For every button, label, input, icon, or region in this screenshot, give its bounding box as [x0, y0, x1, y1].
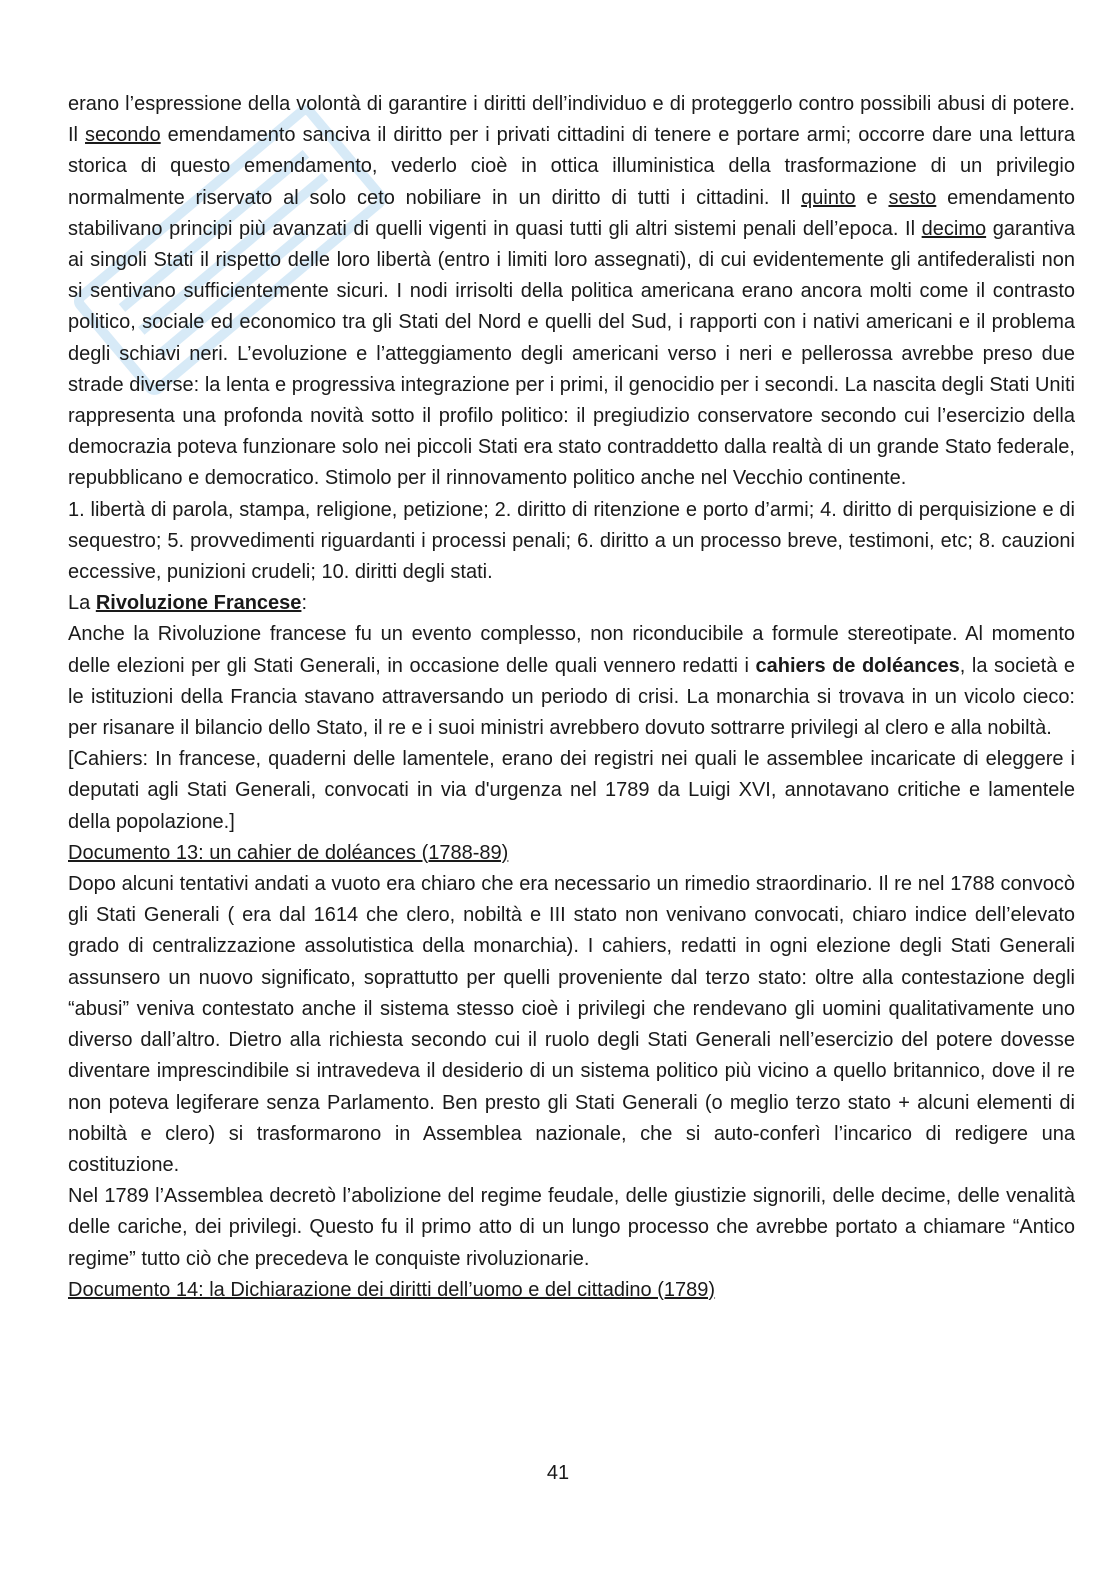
paragraph-french-revolution-intro: Anche la Rivoluzione francese fu un evento complesso, non riconducibile a formule stereotipate. Al momento delle elezioni per gli Stati Generali, in occasione delle quali vennero redatti i cahiers de doléances, la società e le istituzioni della Francia stavano attraversando un periodo di crisi. La monarchia si trovava in un vicolo cieco: per risanare il bilancio dello Stato, il re e i suoi ministri avrebbero dovuto sottrarre privilegi al clero e alla nobiltà.	[68, 623, 1076, 740]
underlined-word-quinto: quinto	[801, 186, 856, 209]
bold-term-cahiers: cahiers de doléances	[755, 654, 960, 677]
paragraph-stati-generali: Dopo alcuni tentativi andati a vuoto era chiaro che era necessario un rimedio straordinario. Il re nel 1788 convocò gli Stati Generali ( era dal 1614 che clero, nobiltà e III stato non venivano convocati, chiaro indice dell’elevato grado di centralizzazione assolutistica della monarchia). I cahiers, redatti in ogni elezione degli Stati Generali assunsero un nuovo significato, soprattutto per quelli proveniente dal terzo stato: oltre alla contestazione degli “abusi” veniva contestato anche il sistema stesso cioè i privilegi che rendevano gli uomini qualitativamente uno diverso dall’altro. Dietro alla richiesta secondo cui il ruolo degli Stati Generali nell’esercizio del potere dovesse diventare imprescindibile si intravedeva il desiderio di un sistema politico più vicino a quello britannico, dove il re non poteva legiferare senza Parlamento. Ben presto gli Stati Generali (o meglio terzo stato + alcuni elementi di nobiltà e clero) si trasformarono in Assemblea nazionale, che si auto-conferì l’incarico di redigere una costituzione.	[68, 873, 1075, 1176]
section-heading-rivoluzione-francese: La Rivoluzione Francese:	[68, 592, 307, 615]
document-13-title: Documento 13: un cahier de doléances (1788-89)	[68, 841, 509, 864]
document-body	[68, 89, 1075, 1306]
paragraph-cahiers-note: [Cahiers: In francese, quaderni delle lamentele, erano dei registri nei quali le assemblee incaricate di eleggere i deputati agli Stati Generali, convocati in via d'urgenza nel 1789 da Luigi XVI, annotavano critiche e lamentele della popolazione.]	[68, 748, 1075, 833]
underlined-word-secondo: secondo	[85, 124, 161, 147]
heading-bold-rivoluzione-francese: Rivoluzione Francese	[95, 592, 302, 615]
underlined-word-decimo: decimo	[921, 217, 987, 240]
paragraph-abolition-feudal: Nel 1789 l’Assemblea decretò l’abolizione del regime feudale, delle giustizie signorili, delle decime, delle venalità delle cariche, dei privilegi. Questo fu il primo atto di un lungo processo che avrebbe portato a chiamare “Antico regime” tutto ciò che precedeva le conquiste rivoluzionarie.	[68, 1185, 1075, 1270]
document-14-title: Documento 14: la Dichiarazione dei diritti dell’uomo e del cittadino (1789)	[68, 1278, 716, 1301]
paragraph-bill-of-rights-commentary: erano l’espressione della volontà di garantire i diritti dell’individuo e di proteggerlo contro possibili abusi di potere. Il secondo emendamento sanciva il diritto per i privati cittadini di tenere e portare armi; occorre dare una lettura storica di questo emendamento, vederlo cioè in ottica illuministica della trasformazione di un privilegio normalmente riservato al solo ceto nobiliare in un diritto di tutti i cittadini. Il quinto e sesto emendamento stabilivano principi più avanzati di quelli vigenti in quasi tutti gli altri sistemi penali dell’epoca. Il decimo garantiva ai singoli Stati il rispetto delle loro libertà (entro i limiti loro assegnati), di cui evidentemente gli antifederalisti non si sentivano sufficientemente sicuri. I nodi irrisolti della politica americana erano ancora molti come il contrasto politico, sociale ed economico tra gli Stati del Nord e quelli del Sud, i rapporti con i nativi americani e il problema degli schiavi neri. L’evoluzione e l’atteggiamento degli americani verso i neri e pellerossa avrebbe preso due strade diverse: la lenta e progressiva integrazione per i primi, il genocidio per i secondi. La nascita degli Stati Uniti rappresenta una profonda novità sotto il profilo politico: il pregiudizio conservatore secondo cui l’esercizio della democrazia poteva funzionare solo nei piccoli Stati era stato contraddetto dalla realtà di un grande Stato federale, repubblicano e democratico. Stimolo per il rinnovamento politico anche nel Vecchio continente.	[68, 93, 1075, 490]
page-number: 41	[546, 1462, 570, 1484]
paragraph-amendments-list: 1. libertà di parola, stampa, religione, petizione; 2. diritto di ritenzione e porto d’armi; 4. diritto di perquisizione e di sequestro; 5. provvedimenti riguardanti i processi penali; 6. diritto a un processo breve, testimoni, etc; 8. cauzioni eccessive, punizioni crudeli; 10. diritti degli stati.	[68, 498, 1075, 584]
underlined-word-sesto: sesto	[888, 186, 937, 209]
